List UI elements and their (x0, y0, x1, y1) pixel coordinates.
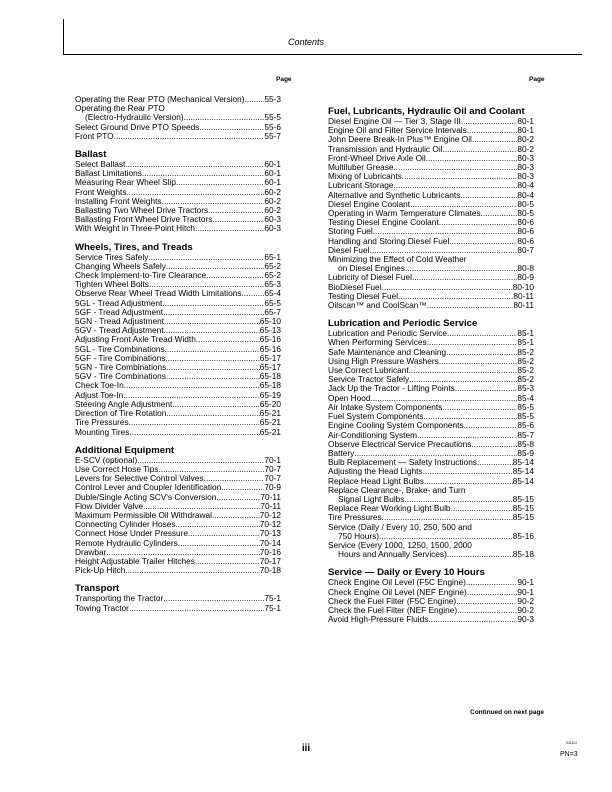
section-title: Ballast (75, 149, 107, 161)
toc-entry-page: 65-2 (264, 270, 281, 281)
section-title: Transport (75, 583, 120, 595)
toc-entry-title: E-SCV (optional) (75, 454, 138, 465)
toc-entry-title: Observe Rear Wheel Tread Width Limitations (75, 288, 242, 299)
toc-entry-page: 80-3 (517, 152, 534, 163)
dot-leader (164, 317, 260, 326)
dot-leader (481, 209, 518, 218)
toc-entry-page: 60-1 (264, 177, 281, 188)
doc-code: 011114 (566, 741, 577, 745)
dot-leader (162, 299, 264, 308)
dot-leader (457, 606, 517, 615)
dot-leader (195, 224, 264, 233)
dot-leader (166, 363, 259, 372)
dot-leader (467, 126, 518, 135)
toc-entry-page: 80-10 (512, 281, 534, 292)
dot-leader (443, 145, 518, 154)
toc-entry-page: 80-5 (517, 208, 534, 219)
toc-entry[interactable] (328, 301, 534, 310)
dot-leader (409, 366, 518, 375)
toc-entry-title: Testing Diesel Fuel (328, 290, 399, 301)
toc-entry-page: 65-4 (264, 288, 281, 299)
dot-leader (423, 467, 513, 476)
toc-entry-page: 85-14 (512, 475, 534, 486)
toc-section (328, 567, 534, 624)
toc-entry-page: 80-1 (517, 116, 534, 126)
toc-entry-page: 55-6 (264, 121, 281, 132)
toc-entry-page: 60-2 (264, 205, 281, 216)
toc-entry-page: 85-9 (517, 447, 534, 458)
toc-entry-page: 85-15 (512, 512, 534, 523)
toc-entry-page: 85-18 (512, 549, 534, 560)
toc-entry-page: 65-21 (259, 417, 281, 428)
toc-entry-title: 750 Hours) (338, 530, 380, 541)
toc-entry-title: Diesel Engine Oil — Tier 3, Stage III (328, 116, 461, 126)
toc-entry-page: 70-9 (264, 482, 281, 493)
dot-leader (402, 172, 518, 181)
toc-entry-page: 85-5 (517, 401, 534, 412)
dot-leader (124, 381, 260, 390)
toc-entry-title: Check Implement-to-Tire Clearance (75, 270, 207, 281)
toc-entry-title: Use Correct Hose Tips (75, 463, 159, 474)
toc-entry-page: 85-2 (517, 346, 534, 357)
toc-entry-page: 70-13 (259, 528, 281, 539)
toc-entry-title: Alternative and Synthetic Lubricants (328, 189, 461, 200)
toc-entry-title: Control Lever and Coupler Identification (75, 482, 222, 493)
toc-entry-title: Transmission and Hydraulic Oil (328, 143, 443, 154)
toc-entry-title: Connecting Cylinder Hoses (75, 519, 176, 530)
toc-entry-title: Service Tractor Safely (328, 374, 410, 385)
dot-leader (178, 539, 260, 548)
toc-entry-title: Remote Hydraulic Cylinders (75, 537, 178, 548)
dot-leader (455, 384, 518, 393)
toc-entry-page: 70-18 (259, 565, 281, 576)
toc-entry-page: 65-7 (264, 306, 281, 317)
dot-leader (129, 428, 259, 437)
toc-entry-title: Fuel System Components (328, 411, 424, 422)
toc-entry-title: Service (Daily / Every 10, 250, 500 and (328, 521, 472, 532)
dot-leader (449, 237, 517, 246)
toc-entry-page: 70-17 (259, 555, 281, 566)
toc-entry-page: 80-5 (517, 198, 534, 209)
toc-entry-page: 90-2 (517, 604, 534, 615)
toc-entry-page: 85-16 (512, 530, 534, 541)
dot-leader (195, 557, 260, 566)
toc-entry-page: 60-3 (264, 223, 281, 234)
dot-leader (472, 135, 518, 144)
toc-entry-title: (Electro-Hydraulic Version) (85, 112, 184, 123)
toc-entry[interactable] (75, 224, 281, 233)
dot-leader (125, 566, 260, 575)
toc-entry-title: Levers for Selective Control Valves (75, 473, 204, 484)
toc-entry-page: 70-12 (259, 519, 281, 530)
toc-entry-page: 90-1 (517, 586, 534, 597)
dot-leader (196, 335, 260, 344)
toc-entry-title: Select Ballast (75, 159, 126, 170)
toc-entry-page: 90-2 (517, 595, 534, 606)
page-column-label-right: Page (529, 76, 545, 83)
dot-leader (466, 578, 518, 587)
toc-entry[interactable] (328, 550, 534, 559)
toc-entry-page: 65-21 (259, 408, 281, 419)
toc-entry-title: on Diesel Engines (338, 263, 405, 274)
toc-entry-title: Air-Conditioning System (328, 429, 417, 440)
toc-entry-page: 80-9 (517, 272, 534, 283)
continued-note: Continued on next page (470, 709, 545, 716)
toc-entry-page: 65-1 (264, 251, 281, 262)
dot-leader (245, 95, 265, 104)
page-number: iii (301, 743, 311, 754)
toc-entry-page: 65-16 (259, 334, 281, 345)
toc-entry-title: Tire Pressures (75, 417, 129, 428)
toc-entry-title: Battery (328, 447, 355, 458)
toc-entry-page: 75-1 (264, 593, 281, 604)
toc-entry-title: Safe Maintenance and Cleaning (328, 346, 447, 357)
dot-leader (447, 550, 513, 559)
dot-leader (188, 529, 260, 538)
toc-section (75, 445, 281, 576)
toc-entry-page: 85-1 (517, 337, 534, 348)
toc-entry-title: Service (Every 1000, 1250, 1500, 2000 (328, 539, 472, 550)
toc-entry-page: 80-6 (517, 235, 534, 246)
page-header-title: Contents (287, 37, 325, 47)
toc-entry-page: 80-4 (517, 189, 534, 200)
toc-entry-page: 75-1 (264, 602, 281, 613)
dot-leader (439, 218, 518, 227)
toc-entry-title: Steering Angle Adjustment (75, 398, 173, 409)
toc-entry-title: Handling and Storing Diesel Fuel (328, 235, 450, 246)
section-title: Lubrication and Periodic Service (328, 318, 478, 330)
toc-entry-title: Maximum Permissible Oil Withdrawal (75, 509, 212, 520)
toc-entry-title: Lubrication and Periodic Service (328, 328, 447, 339)
toc-entry-title: Storing Fuel (328, 226, 373, 237)
toc-entry-title: Ballasting Front Wheel Drive Tractors (75, 214, 213, 225)
toc-entry-title: Mixing of Lubricants (328, 171, 402, 182)
toc-entry-title: Connect Hose Under Pressure (75, 528, 188, 539)
toc-entry-title: Changing Wheels Safely (75, 260, 166, 271)
toc-entry-page: 85-4 (517, 392, 534, 403)
toc-entry-page: 85-3 (517, 383, 534, 394)
toc-entry-title: Drawbar (75, 546, 107, 557)
toc-entry-page: 85-2 (517, 355, 534, 366)
toc-entry-page: 90-3 (517, 614, 534, 625)
toc-entry-page: 85-1 (517, 328, 534, 339)
toc-entry-title: 5GF - Tire Combinations (75, 352, 166, 363)
toc-entry-title: Towing Tractor (75, 602, 129, 613)
toc-entry-title: Minimizing the Effect of Cold Weather (328, 254, 467, 265)
toc-entry-title: Operating in Warm Temperature Climates (328, 208, 481, 219)
dot-leader (163, 594, 264, 603)
toc-entry-title: Engine Oil and Filter Service Intervals (328, 125, 467, 136)
dot-leader (439, 357, 518, 366)
toc-entry-title: Lubricant Storage (328, 180, 394, 191)
toc-entry-page: 85-8 (517, 438, 534, 449)
dot-leader (166, 409, 259, 418)
toc-entry-page: 80-11 (513, 300, 534, 311)
dot-leader (125, 160, 264, 169)
toc-entry-page: 80-3 (517, 171, 534, 182)
toc-entry-page: 65-16 (259, 343, 281, 354)
dot-leader (176, 520, 260, 529)
toc-entry-page: 70-7 (264, 463, 281, 474)
toc-entry-page: 70-12 (259, 509, 281, 520)
dot-leader (442, 403, 517, 412)
toc-section (75, 95, 281, 141)
toc-entry-title: Check Engine Oil Level (F5C Engine) (328, 577, 466, 588)
toc-entry-title: Select Ground Drive PTO Speeds (75, 121, 200, 132)
toc-entry-title: Direction of Tire Rotation (75, 408, 167, 419)
toc-section (75, 149, 281, 234)
toc-entry-page: 55-5 (264, 112, 281, 123)
dot-leader (393, 163, 517, 172)
toc-entry-page: 85-7 (517, 429, 534, 440)
toc-right-column (328, 104, 534, 632)
toc-entry-page: 60-2 (264, 195, 281, 206)
toc-entry-title: Engine Cooling System Components (328, 420, 464, 431)
toc-entry-page: 55-7 (264, 130, 281, 141)
toc-section (328, 318, 534, 559)
toc-entry-title: 5GL - Tire Combinations (75, 343, 165, 354)
toc-entry-title: Hours and Annually Services) (338, 549, 447, 560)
toc-entry-title: Observe Electrical Service Precautions (328, 438, 472, 449)
toc-entry-page: 60-2 (264, 186, 281, 197)
toc-entry-title: BioDiesel Fuel (328, 281, 382, 292)
dot-leader (382, 283, 513, 292)
dot-leader (467, 588, 518, 597)
toc-entry-page: 70-11 (260, 491, 281, 502)
toc-entry-page: 65-20 (259, 398, 281, 409)
dot-leader (461, 117, 518, 126)
toc-entry-title: Transporting the Tractor (75, 593, 164, 604)
toc-entry-title: Check the Fuel Filter (F5C Engine) (328, 595, 457, 606)
toc-entry-page: 85-2 (517, 365, 534, 376)
toc-entry-page: 70-7 (264, 473, 281, 484)
toc-entry-title: 5GF - Tread Adjustment (75, 306, 164, 317)
toc-entry-title: Front Weights (75, 186, 127, 197)
toc-entry-page: 80-7 (517, 244, 534, 255)
toc-entry-page: 80-8 (517, 263, 534, 274)
toc-entry-title: John Deere Break-In Plus™ Engine Oil (328, 134, 472, 145)
toc-entry-title: Check Engine Oil Level (NEF Engine) (328, 586, 467, 597)
toc-entry-page: 80-11 (513, 290, 534, 301)
dot-leader (165, 354, 259, 363)
toc-left-column (75, 95, 281, 621)
toc-entry-title: Operating the Rear PTO (75, 103, 165, 114)
toc-section (75, 242, 281, 437)
toc-entry-title: Oilscan™ and CoolScan™ (328, 300, 427, 311)
toc-entry[interactable] (75, 604, 281, 613)
toc-entry-page: 65-13 (259, 325, 281, 336)
toc-entry-title: Multiluber Grease (328, 162, 394, 173)
toc-entry-title: Jack Up the Tractor - Lifting Points (328, 383, 455, 394)
toc-entry[interactable] (75, 428, 281, 437)
toc-entry-title: Ballast Limitations (75, 168, 142, 179)
toc-entry-page: 70-14 (259, 537, 281, 548)
toc-entry-title: Service Tires Safely (75, 251, 149, 262)
toc-entry-page: 60-3 (264, 214, 281, 225)
toc-section (328, 106, 534, 310)
toc-entry[interactable] (75, 566, 281, 575)
toc-entry-page: 65-19 (259, 389, 281, 400)
toc-entry-title: Tighten Wheel Bolts (75, 279, 149, 290)
toc-entry-title: Signal Light Bulbs (338, 493, 405, 504)
toc-entry-page: 65-18 (259, 371, 281, 382)
dot-leader (426, 154, 518, 163)
dot-leader (412, 273, 517, 282)
toc-entry-page: 60-1 (264, 159, 281, 170)
toc-entry-title: Use Correct Lubricant (328, 365, 409, 376)
toc-entry-page: 65-10 (259, 316, 281, 327)
toc-entry-title: Duble/Single Acting SCV's Conversion (75, 491, 217, 502)
section-title: Service — Daily or Every 10 Hours (328, 567, 485, 579)
dot-leader (428, 615, 517, 624)
toc-entry-page: 65-17 (259, 352, 281, 363)
toc-entry-title: Installing Front Weights (75, 195, 162, 206)
toc-entry-title: Front-Wheel Drive Axle Oil (328, 152, 426, 163)
toc-entry-title: Bulb Replacement — Safety Instructions (328, 457, 477, 468)
dot-leader (405, 264, 518, 273)
toc-entry-title: With Weight in Three-Point Hitch (75, 223, 196, 234)
dot-leader (216, 493, 260, 502)
toc-entry[interactable] (328, 615, 534, 624)
toc-entry-title: 5GV - Tire Combinations (75, 371, 166, 382)
toc-entry-title: 5GN - Tread Adjustment (75, 316, 165, 327)
dot-leader (471, 440, 517, 449)
toc-entry-page: 65-3 (264, 279, 281, 290)
toc-entry-title: Avoid High-Pressure Fluids (328, 614, 429, 625)
toc-entry-page: 85-5 (517, 411, 534, 422)
toc-entry-page: 70-1 (264, 454, 281, 465)
toc-entry-title: Replace Clearance-, Brake- and Turn (328, 484, 466, 495)
dot-leader (446, 348, 517, 357)
toc-entry-title: Height Adjustable Trailer Hitches (75, 555, 195, 566)
dot-leader (460, 191, 517, 200)
toc-entry-page: 80-4 (517, 180, 534, 191)
dot-leader (163, 308, 264, 317)
toc-entry-page: 85-6 (517, 420, 534, 431)
section-title: Additional Equipment (75, 444, 175, 456)
header-rule-horizontal (63, 54, 582, 55)
toc-entry-page: 80-6 (517, 226, 534, 237)
toc-entry[interactable] (328, 440, 534, 449)
toc-entry-page: 80-1 (517, 125, 534, 136)
dot-leader (221, 483, 264, 492)
toc-entry-page: 85-15 (512, 493, 534, 504)
toc-entry-title: 5GL - Tread Adjustment (75, 297, 163, 308)
toc-entry-title: Open Hood (328, 392, 371, 403)
toc-entry[interactable] (75, 132, 281, 141)
dot-leader (464, 421, 518, 430)
toc-entry-page: 60-1 (264, 168, 281, 179)
dot-leader (172, 400, 259, 409)
dot-leader (129, 604, 264, 613)
dot-leader (199, 123, 264, 132)
toc-entry-title: Lubricity of Diesel Fuel (328, 272, 412, 283)
toc-entry-page: 65-5 (264, 297, 281, 308)
toc-entry-page: 65-18 (259, 380, 281, 391)
toc-entry-page: 80-2 (517, 134, 534, 145)
toc-entry-title: Flow Divider Valve (75, 500, 144, 511)
dot-leader (477, 458, 513, 467)
toc-entry-title: Adjust Toe-In (75, 389, 124, 400)
dot-leader (176, 178, 264, 187)
pn-number: PN=3 (560, 751, 578, 758)
toc-entry-page: 55-3 (264, 94, 281, 104)
toc-entry-title: Tire Pressures (328, 512, 382, 523)
dot-leader (451, 504, 513, 513)
toc-entry-title: Adjusting Front Axle Tread Width (75, 334, 196, 345)
toc-entry-title: Diesel Fuel (328, 244, 370, 255)
section-title: Fuel, Lubricants, Hydraulic Oil and Coolant (328, 106, 525, 117)
toc-entry-title: 5GN - Tire Combinations (75, 362, 167, 373)
section-title: Wheels, Tires, and Treads (75, 241, 193, 253)
toc-entry-page: 80-2 (517, 143, 534, 154)
toc-entry-page: 70-16 (259, 546, 281, 557)
dot-leader (114, 132, 265, 141)
toc-entry-title: Replace Rear Working Light Bulb (328, 503, 451, 514)
dot-leader (165, 345, 260, 354)
toc-entry-page: 80-6 (517, 217, 534, 228)
dot-leader (129, 418, 260, 427)
toc-entry-title: Testing Diesel Engine Coolant (328, 217, 439, 228)
toc-section (75, 583, 281, 612)
toc-entry-page: 65-21 (259, 426, 281, 437)
toc-entry-title: Air Intake System Components (328, 401, 443, 412)
toc-entry-title: 5GV - Tread Adjustment (75, 325, 164, 336)
dot-leader (212, 511, 260, 520)
toc-entry-page: 65-17 (259, 362, 281, 373)
toc-entry-title: Check Toe-In (75, 380, 124, 391)
toc-entry-page: 85-14 (512, 457, 534, 468)
toc-entry-page: 85-2 (517, 374, 534, 385)
dot-leader (206, 271, 264, 280)
toc-entry-page: 80-3 (517, 162, 534, 173)
toc-entry-page: 65-2 (264, 260, 281, 271)
dot-leader (447, 329, 517, 338)
toc-entry-page: 70-11 (260, 500, 281, 511)
dot-leader (166, 372, 260, 381)
toc-entry-title: Check the Fuel Filter (NEF Engine) (328, 604, 458, 615)
dot-leader (456, 597, 517, 606)
toc-entry-title: Pick-Up Hitch (75, 565, 126, 576)
dot-leader (208, 206, 264, 215)
toc-entry-title: Mounting Tires (75, 426, 130, 437)
dot-leader (427, 301, 514, 310)
toc-entry-page: 85-15 (512, 503, 534, 514)
toc-entry-title: Using High Pressure Washers (328, 355, 439, 366)
page-column-label-left: Page (276, 76, 292, 83)
toc-entry-title: Diesel Engine Coolant (328, 198, 411, 209)
dot-leader (241, 289, 264, 298)
toc-entry-page: 85-14 (512, 466, 534, 477)
toc-entry-title: Operating the Rear PTO (Mechanical Version) (75, 94, 245, 104)
toc-entry-title: Adjusting the Head Lights (328, 466, 423, 477)
toc-entry-title: Front PTO (75, 130, 114, 141)
toc-entry-page: 90-1 (517, 577, 534, 588)
dot-leader (212, 215, 264, 224)
toc-entry-title: When Performing Services (328, 337, 427, 348)
toc-entry-title: Replace Head Light Bulbs (328, 475, 424, 486)
toc-entry-title: Ballasting Two Wheel Drive Tractors (75, 205, 209, 216)
toc-entry-title: Measuring Rear Wheel Slip (75, 177, 176, 188)
